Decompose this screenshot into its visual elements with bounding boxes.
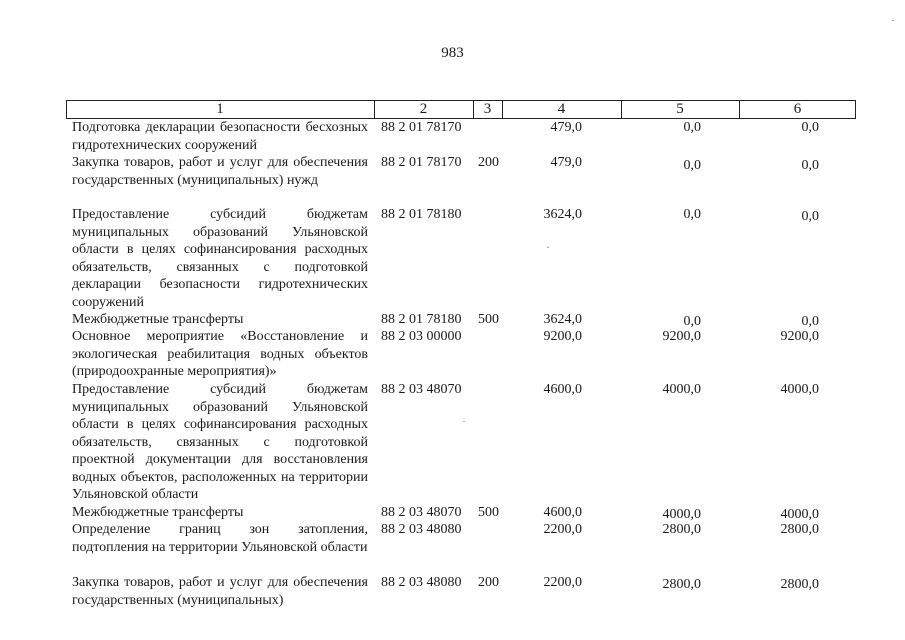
row-value-6: 2800,0 bbox=[780, 577, 819, 592]
row-code: 88 2 03 48070 bbox=[381, 382, 462, 397]
row-name: Основное мероприятие «Восстановление и экологическая реабилитация водных объектов (природоохранные мероприятия)» bbox=[72, 329, 368, 379]
row-code: 88 2 03 48080 bbox=[381, 575, 462, 590]
header-col-6: 6 bbox=[793, 101, 802, 117]
table-row bbox=[0, 206, 905, 311]
row-value-4: 9200,0 bbox=[543, 329, 582, 344]
row-name: Предоставление субсидий бюджетам муниципальных образований Ульяновской области в целях софинансирования расходных обязательств, связанных с подготовкой проектной документации для восстановления водных объектов, расположенных на территории Ульяновской области bbox=[72, 382, 368, 502]
row-value-6: 0,0 bbox=[801, 158, 819, 173]
row-type: 500 bbox=[478, 505, 499, 520]
header-col-4: 4 bbox=[557, 101, 566, 117]
row-type: 200 bbox=[478, 575, 499, 590]
table-row bbox=[0, 521, 905, 574]
row-name: Закупка товаров, работ и услуг для обеспечения государственных (муниципальных) bbox=[72, 575, 368, 608]
row-value-4: 2200,0 bbox=[543, 522, 582, 537]
row-name: Закупка товаров, работ и услуг для обеспечения государственных (муниципальных) нужд bbox=[72, 155, 368, 188]
row-value-5: 2800,0 bbox=[662, 577, 701, 592]
table-row bbox=[0, 504, 905, 521]
row-value-6: 2800,0 bbox=[780, 522, 819, 537]
row-code: 88 2 01 78170 bbox=[381, 155, 462, 170]
header-col-1: 1 bbox=[216, 101, 224, 117]
table-row bbox=[0, 328, 905, 381]
row-value-5: 9200,0 bbox=[662, 329, 701, 344]
row-code: 88 2 01 78180 bbox=[381, 207, 462, 222]
row-value-5: 4000,0 bbox=[662, 507, 701, 522]
row-name: Предоставление субсидий бюджетам муниципальных образований Ульяновской области в целях софинансирования расходных обязательств, связанных с подготовкой декларации безопасности гидротехнических сооружений bbox=[72, 207, 368, 310]
table-row bbox=[0, 119, 905, 154]
row-value-4: 3624,0 bbox=[543, 312, 582, 327]
row-value-5: 0,0 bbox=[683, 120, 701, 135]
row-code: 88 2 01 78180 bbox=[381, 312, 462, 327]
row-value-6: 0,0 bbox=[801, 120, 819, 135]
row-value-4: 479,0 bbox=[550, 155, 582, 170]
table-body bbox=[0, 119, 905, 610]
row-code: 88 2 03 48070 bbox=[381, 505, 462, 520]
row-value-5: 0,0 bbox=[683, 314, 701, 329]
row-value-4: 4600,0 bbox=[543, 505, 582, 520]
row-name: Межбюджетные трансферты bbox=[72, 312, 244, 327]
row-value-6: 0,0 bbox=[801, 314, 819, 329]
scan-speck bbox=[892, 20, 894, 21]
row-value-5: 4000,0 bbox=[662, 382, 701, 397]
table-row bbox=[0, 311, 905, 328]
row-value-6: 4000,0 bbox=[780, 507, 819, 522]
row-code: 88 2 03 00000 bbox=[381, 329, 462, 344]
row-code: 88 2 01 78170 bbox=[381, 120, 462, 135]
table-row bbox=[0, 154, 905, 206]
header-col-5: 5 bbox=[676, 101, 684, 117]
row-name: Межбюджетные трансферты bbox=[72, 505, 244, 520]
row-value-4: 2200,0 bbox=[543, 575, 582, 590]
row-value-5: 0,0 bbox=[683, 158, 701, 173]
row-value-6: 4000,0 bbox=[780, 382, 819, 397]
row-name: Определение границ зон затопления, подтопления на территории Ульяновской области bbox=[72, 522, 368, 555]
row-value-5: 2800,0 bbox=[662, 522, 701, 537]
page-number: 983 bbox=[441, 45, 464, 61]
table-row bbox=[0, 381, 905, 504]
row-value-4: 4600,0 bbox=[543, 382, 582, 397]
row-value-4: 3624,0 bbox=[543, 207, 582, 222]
row-code: 88 2 03 48080 bbox=[381, 522, 462, 537]
row-name: Подготовка декларации безопасности бесхозных гидротехнических сооружений bbox=[72, 120, 368, 153]
header-col-2: 2 bbox=[419, 101, 428, 117]
row-value-6: 9200,0 bbox=[780, 329, 819, 344]
row-value-5: 0,0 bbox=[683, 207, 701, 222]
table-header bbox=[66, 100, 856, 119]
row-value-6: 0,0 bbox=[801, 209, 819, 224]
scan-speck bbox=[463, 421, 465, 422]
row-value-4: 479,0 bbox=[550, 120, 582, 135]
header-col-3: 3 bbox=[483, 101, 492, 117]
scan-speck bbox=[547, 247, 549, 248]
row-type: 500 bbox=[478, 312, 499, 327]
row-type: 200 bbox=[478, 155, 499, 170]
table-row bbox=[0, 574, 905, 610]
